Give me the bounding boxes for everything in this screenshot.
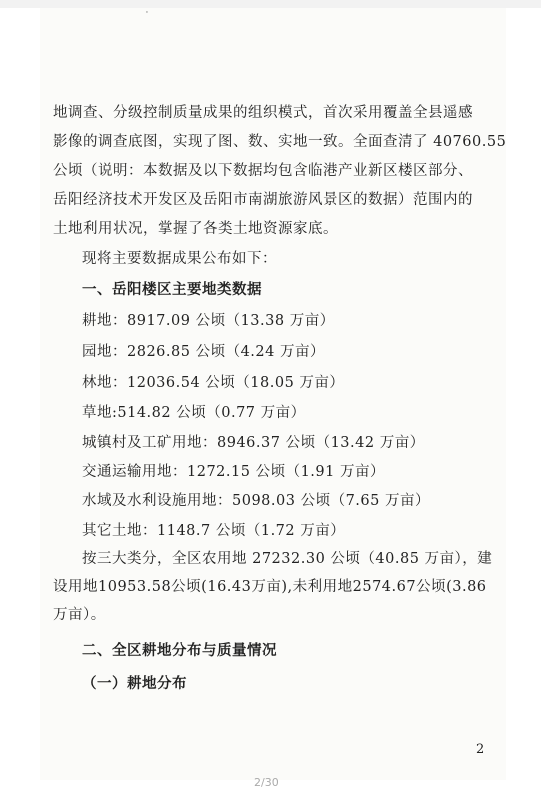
paragraph-line: 现将主要数据成果公布如下：: [82, 251, 277, 267]
land-item: 其它土地：1148.7 公顷（1.72 万亩）: [82, 523, 346, 539]
paragraph-line: 地调查、分级控制质量成果的组织模式，首次采用覆盖全县遥感: [53, 105, 473, 121]
scanned-paper: [40, 8, 506, 780]
subsection-heading: （一）耕地分布: [82, 675, 187, 692]
paragraph-line: 影像的调查底图，实现了图、数、实地一致。全面查清了 40760.55: [53, 134, 507, 150]
paragraph-line: 土地利用状况，掌握了各类土地资源家底。: [53, 221, 338, 237]
viewer-top-border: [0, 0, 541, 8]
land-item: 交通运输用地：1272.15 公顷（1.91 万亩）: [82, 464, 385, 480]
land-item: 草地:514.82 公顷（0.77 万亩）: [82, 405, 306, 421]
printed-page-number: 2: [476, 742, 485, 757]
land-item: 水域及水利设施用地：5098.03 公顷（7.65 万亩）: [82, 493, 430, 509]
paragraph-line: 万亩）。: [53, 607, 106, 623]
land-item: 城镇村及工矿用地：8946.37 公顷（13.42 万亩）: [82, 435, 425, 451]
land-item: 林地：12036.54 公顷（18.05 万亩）: [82, 375, 345, 391]
section-heading: 二、全区耕地分布与质量情况: [82, 642, 277, 659]
scan-mark: ': [146, 10, 148, 18]
paragraph-line: 公顷（说明：本数据及以下数据均包含临港产业新区楼区部分、: [53, 163, 473, 179]
land-item: 园地：2826.85 公顷（4.24 万亩）: [82, 344, 325, 360]
viewer-page-indicator: 2/30: [254, 776, 279, 789]
section-heading: 一、岳阳楼区主要地类数据: [82, 281, 262, 298]
paragraph-line: 岳阳经济技术开发区及岳阳市南湖旅游风景区的数据）范围内的: [53, 192, 473, 208]
land-item: 耕地：8917.09 公顷（13.38 万亩）: [82, 313, 335, 329]
paragraph-line: 设用地10953.58公顷(16.43万亩),未利用地2574.67公顷(3.86: [53, 579, 487, 595]
paragraph-line: 按三大类分，全区农用地 27232.30 公顷（40.85 万亩），建: [82, 551, 493, 567]
